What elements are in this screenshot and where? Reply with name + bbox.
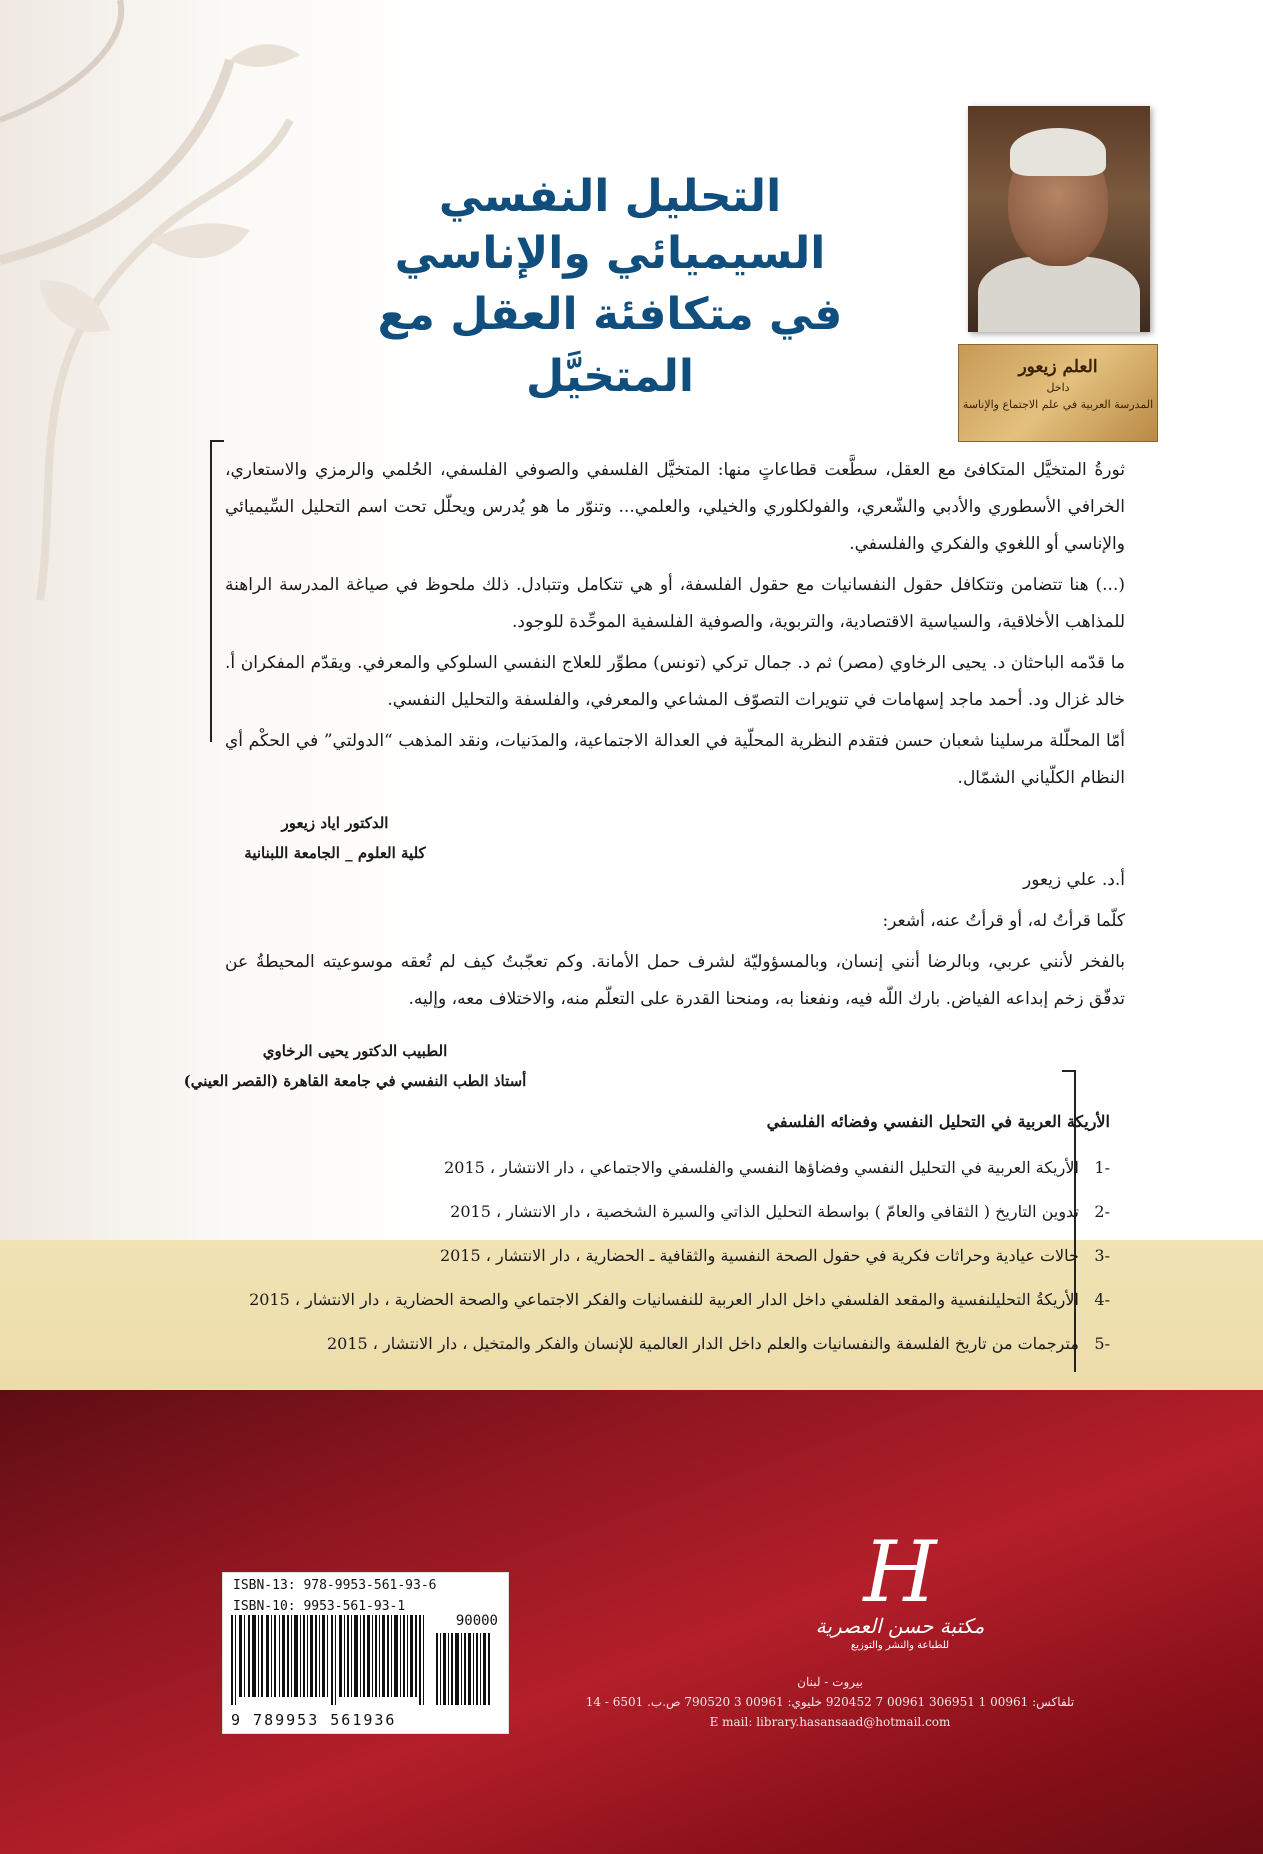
book-title [330, 170, 890, 408]
publisher-logo [790, 1523, 1010, 1660]
book-item: -5 مترجمات من تاريخ الفلسفة والنفسانيات والعلم داخل الدار العالمية للإنسان والفكر والمتخيل ، دار الانتشار ، 2015 [326, 1334, 1110, 1353]
blurb-signature [225, 808, 445, 868]
blurb-bracket [210, 440, 224, 742]
testimony-signature [175, 1036, 535, 1096]
blurb-signature-affiliation: كلية العلوم _ الجامعة اللبنانية [244, 844, 426, 862]
testimony-opening: كلّما قرأتُ له، أو قرأتُ عنه، أشعر: [882, 911, 1125, 931]
publisher-phones: تلفاكس: 00961 1 306951 00961 7 920452 خليوي: 00961 3 790520 ص.ب. 6501 - 14 [585, 1695, 1075, 1709]
isbn-13: ISBN-13: 978-9953-561-93-6 [233, 1578, 437, 1593]
blurb-paragraph: (...) هنا تتضامن وتتكافل حقول النفسانيات مع حقول الفلسفة، أو هي تتكامل وتتبادل. ذلك ملحوظ في صياغة المدرسة الراهنة للمذاهب الأخلاقية، والسياسية الاقتصادية، والتربوية، والصوفية الفلسفية الموحِّدة للوجود. [225, 575, 1125, 632]
book-item: -1 الأريكة العربية في التحليل النفسي وفضاؤها النفسي والفلسفي والاجتماعي ، دار الانتشار ، 2015 [444, 1158, 1110, 1177]
nameplate-school: المدرسة العربية في علم الاجتماع والإناسة [962, 398, 1154, 411]
books-list [200, 1112, 1110, 1369]
books-heading: الأريكة العربية في التحليل النفسي وفضائه الفلسفي [766, 1112, 1110, 1131]
barcode-bars [231, 1615, 499, 1705]
nameplate-connector: داخل [1046, 381, 1070, 394]
publisher-name: مكتبة حسن العصرية [815, 1614, 985, 1638]
testimony-body: بالفخر لأنني عربي، وبالرضا أنني إنسان، وبالمسؤوليّة لشرف حمل الأمانة. وكم تعجّبتُ كيف لم تُعقه موسوعيته المحيطةُ عن تدفّق زخم إبداعه الفياض. بارك اللّه فيه، ونفعنا به، ومنحنا القدرة على التعلّم منه، والاختلاف معه، وإليه. [225, 952, 1125, 1009]
blurb-paragraph: ما قدّمه الباحثان د. يحيى الرخاوي (مصر) ثم د. جمال تركي (تونس) مطوِّر للعلاج النفسي السلوكي والمعرفي. ويقدّم المفكران أ. خالد غزال ود. أحمد ماجد إسهامات في تنويرات التصوّف المشاعي والمعرفي، والفلسفة والتحليل النفسي. [225, 653, 1125, 710]
publisher-tagline: للطباعة والنشر والتوزيع [850, 1640, 950, 1651]
blurb-signature-name: الدكتور اياد زيعور [281, 814, 389, 832]
isbn-10: ISBN-10: 9953-561-93-1 [233, 1599, 406, 1614]
testimony-signature-name: الطبيب الدكتور يحيى الرخاوي [262, 1042, 448, 1060]
title-line-1: التحليل النفسي [438, 171, 782, 222]
barcode-digits: 9 789953 561936 [231, 1711, 397, 1729]
testimony-text [225, 862, 1125, 1022]
publisher-contact [560, 1672, 1100, 1732]
book-item: -2 تدوين التاريخ ( الثقافي والعامّ ) بواسطة التحليل الذاتي والسيرة الشخصية ، دار الانتشار ، 2015 [450, 1202, 1110, 1221]
book-item: -3 حالات عيادية وحراثات فكرية في حقول الصحة النفسية والثقافية ـ الحضارية ، دار الانتشار ، 2015 [439, 1246, 1110, 1265]
author-photo [968, 106, 1150, 332]
publisher-city: بيروت - لبنان [797, 1675, 863, 1689]
blurb-paragraph: ثورةُ المتخيَّل المتكافئ مع العقل، سطَّعت قطاعاتٍ منها: المتخيَّل الفلسفي والصوفي الفلسفي، الحُلمي والرمزي والاستعاري، الخرافي الأسطوري والأدبي والشّعري، والفولكلوري والخيلي، والعلمي... وتنوّر ما هو يُدرس ويحلّل تحت اسم التحليل السِّيميائي والإناسي أو اللغوي والفكري والفلسفي. [225, 460, 1125, 554]
blurb-text [225, 452, 1125, 801]
book-item: -4 الأريكةُ التحليلنفسية والمقعد الفلسفي داخل الدار العربية للنفسانيات والفكر الاجتماعي والصحة الحضارية ، دار الانتشار ، 2015 [249, 1290, 1110, 1309]
publisher-logo-mark: H [863, 1523, 937, 1621]
blurb-paragraph: أمّا المحلّلة مرسلينا شعبان حسن فتقدم النظرية المحلّية في العدالة الاجتماعية، والمدَنيات، ونقد المذهب “الدولتي” في الحكْم أي النظام الكلّياني الشمّال. [225, 731, 1125, 788]
nameplate-name: العلم زيعور [1018, 357, 1098, 377]
author-nameplate [958, 344, 1158, 442]
testimony-signature-affiliation: أستاذ الطب النفسي في جامعة القاهرة (القصر العيني) [183, 1072, 527, 1090]
title-line-2: السيميائي والإناسي [394, 228, 826, 279]
publisher-email[interactable]: E mail: library.hasansaad@hotmail.com [709, 1715, 951, 1729]
barcode-addon: 90000 [455, 1613, 498, 1629]
testimony-addressee: أ.د. علي زيعور [1023, 870, 1125, 890]
title-line-3: في متكافئة العقل مع المتخيَّل [377, 289, 843, 402]
red-band [0, 1390, 1263, 1854]
isbn-barcode [222, 1572, 509, 1734]
